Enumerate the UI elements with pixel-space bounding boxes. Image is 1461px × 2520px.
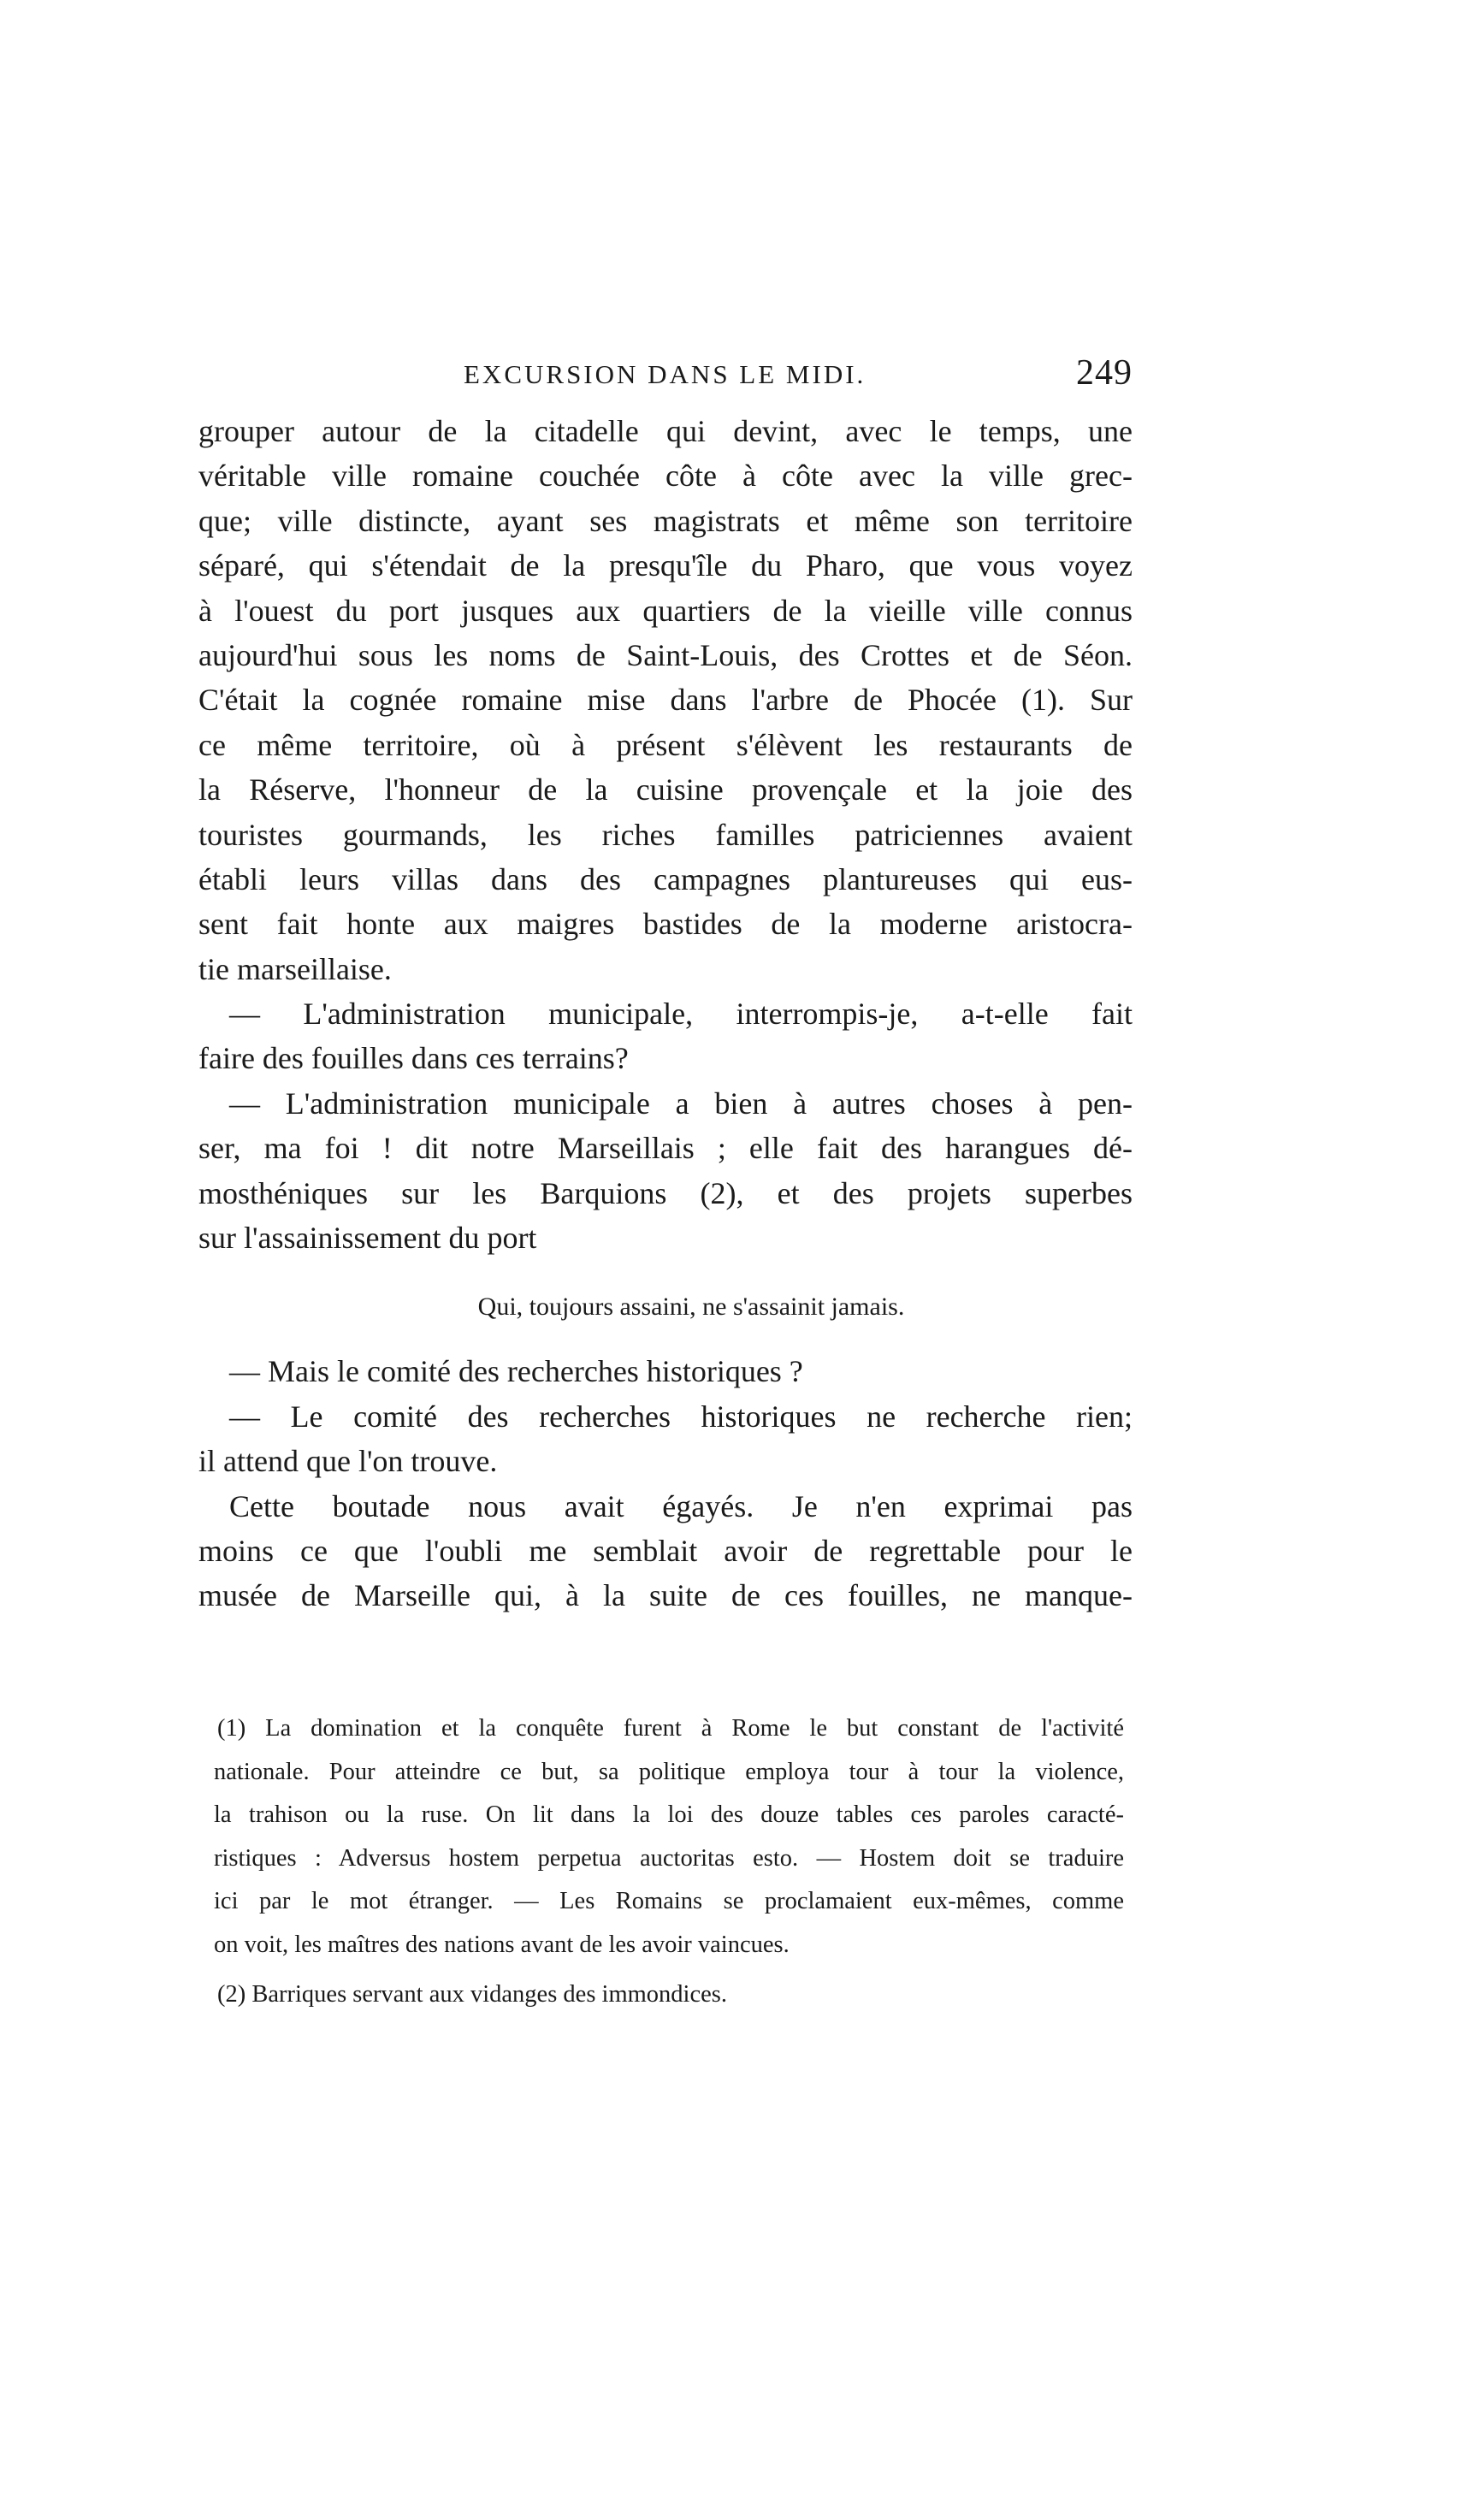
text-line: — Mais le comité des recherches historiques ? <box>229 1354 803 1389</box>
text-line: musée de Marseille qui, à la suite de ces fouilles, ne manque- <box>198 1578 1133 1613</box>
footnote-line: ristiques : Adversus hostem perpetua auctoritas esto. — Hostem doit se traduire <box>214 1844 1124 1872</box>
text-line: sent fait honte aux maigres bastides de la moderne aristocra- <box>198 907 1133 942</box>
text-line: véritable ville romaine couchée côte à côte avec la ville grec- <box>198 458 1133 494</box>
page-header <box>198 352 1133 404</box>
text-line: — Le comité des recherches historiques ne recherche rien; <box>229 1399 1133 1434</box>
footnote-line: ici par le mot étranger. — Les Romains se proclamaient eux-mêmes, comme <box>214 1888 1124 1914</box>
text-line: il attend que l'on trouve. <box>198 1444 498 1479</box>
verse-quote: Qui, toujours assaini, ne s'assainit jamais. <box>477 1293 905 1322</box>
footnote-line: (1) La domination et la conquête furent à Rome le but constant de l'activité <box>217 1715 1124 1742</box>
page-number: 249 <box>1076 353 1133 393</box>
text-line: ser, ma foi ! dit notre Marseillais ; elle fait des harangues dé- <box>198 1131 1133 1166</box>
footnote-line: on voit, les maîtres des nations avant de les avoir vaincues. <box>214 1931 790 1958</box>
text-line: mosthéniques sur les Barquions (2), et des projets superbes <box>198 1175 1133 1210</box>
text-line: C'était la cognée romaine mise dans l'arbre de Phocée (1). Sur <box>198 683 1133 718</box>
footnote-gap <box>214 1967 1124 1973</box>
text-line: grouper autour de la citadelle qui devint, avec le temps, une <box>198 414 1133 448</box>
text-line: à l'ouest du port jusques aux quartiers de la vieille ville connus <box>198 593 1133 628</box>
footnote-line: la trahison ou la ruse. On lit dans la loi des douze tables ces paroles caracté- <box>214 1801 1124 1828</box>
text-line: aujourd'hui sous les noms de Saint-Louis, des Crottes et de Séon. <box>198 637 1133 672</box>
text-line: Cette boutade nous avait égayés. Je n'en exprimai pas <box>229 1488 1133 1523</box>
text-line: — L'administration municipale, interrompis-je, a-t-elle fait <box>229 997 1133 1032</box>
text-line: — L'administration municipale a bien à autres choses à pen- <box>229 1085 1133 1121</box>
text-line: séparé, qui s'étendait de la presqu'île du Pharo, que vous voyez <box>198 548 1133 583</box>
text-line: moins ce que l'oubli me semblait avoir de regrettable pour le <box>198 1533 1133 1568</box>
text-line: touristes gourmands, les riches familles patriciennes avaient <box>198 817 1133 852</box>
text-line: la Réserve, l'honneur de la cuisine provençale et la joie des <box>198 772 1133 807</box>
running-title: EXCURSION DANS LE MIDI. <box>464 359 867 389</box>
footnote-line: nationale. Pour atteindre ce but, sa politique employa tour à tour la violence, <box>214 1758 1124 1785</box>
text-line: sur l'assainissement du port <box>198 1221 537 1256</box>
main-text <box>198 409 1133 1618</box>
footnote-line: (2) Barriques servant aux vidanges des immondices. <box>217 1981 727 2008</box>
text-line: tie marseillaise. <box>198 951 392 986</box>
text-line: que; ville distincte, ayant ses magistrats et même son territoire <box>198 503 1133 538</box>
text-line: établi leurs villas dans des campagnes plantureuses qui eus- <box>198 861 1133 896</box>
text-line: faire des fouilles dans ces terrains? <box>198 1041 629 1076</box>
footnotes <box>214 1707 1124 2017</box>
text-line: ce même territoire, où à présent s'élèvent les restaurants de <box>198 727 1133 762</box>
